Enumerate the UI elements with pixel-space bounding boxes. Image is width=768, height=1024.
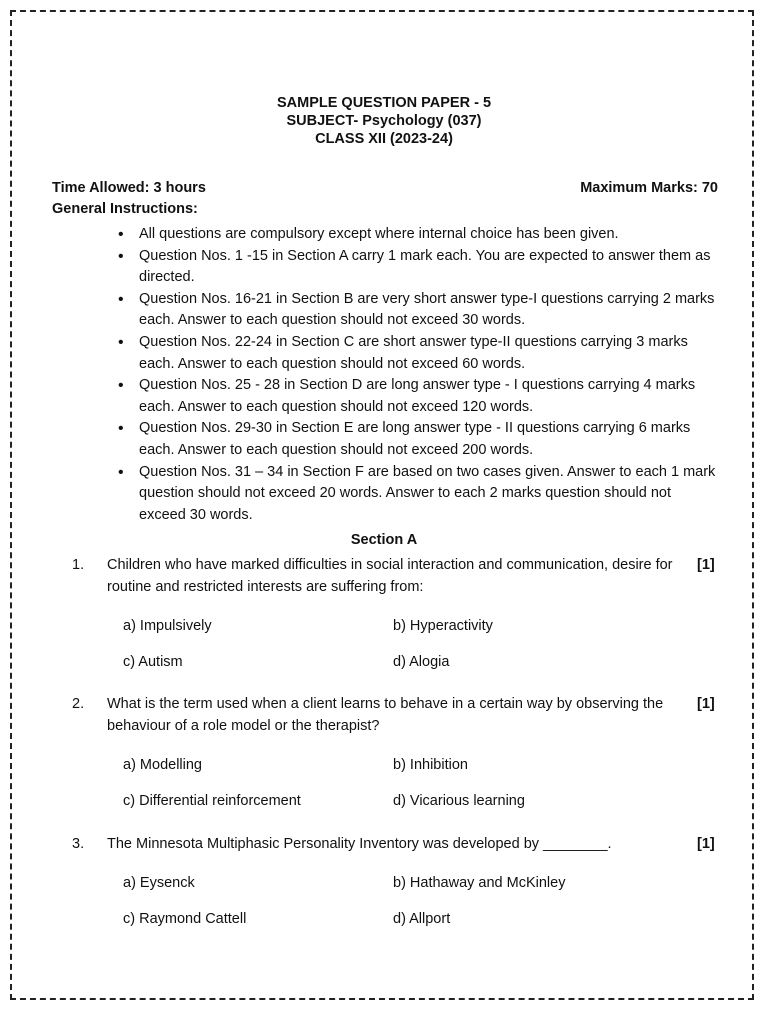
paper-header [0,94,768,148]
question-number: 1. [72,557,85,573]
section-heading: Section A [350,532,418,548]
instruction-item: • Question Nos. 22-24 in Section C are short answer type-II questions carrying 3 marks each. Answer to each question should not exceed 60 words. [118,332,718,375]
option-b: b) Hathaway and McKinley [393,875,566,891]
question-text: Children who have marked difficulties in social interaction and communication, desire for routine and restricted interests are suffering from: [107,557,673,595]
question-marks: [1] [697,696,715,712]
option-c: c) Raymond Cattell [123,911,247,927]
option-d: d) Vicarious learning [393,793,525,809]
option-c: c) Autism [123,654,183,670]
option-c: c) Differential reinforcement [123,793,301,809]
instruction-item: • Question Nos. 1 -15 in Section A carry 1 mark each. You are expected to answer them as directed. [118,246,718,289]
paper-class: CLASS XII (2023-24) [315,131,453,147]
instruction-item: • Question Nos. 29-30 in Section E are long answer type - II questions carrying 6 marks each. Answer to each question should not exceed 200 words. [118,418,718,461]
question-number: 2. [72,696,85,712]
instruction-item: • All questions are compulsory except where internal choice has been given. [118,224,718,246]
instruction-item: • Question Nos. 25 - 28 in Section D are long answer type - I questions carrying 4 marks each. Answer to each question should not exceed 120 words. [118,375,718,418]
option-b: b) Hyperactivity [393,618,493,634]
option-b: b) Inhibition [393,757,468,773]
question-marks: [1] [697,836,715,852]
time-allowed: Time Allowed: 3 hours [52,180,206,196]
instructions-title: General Instructions: [52,201,198,217]
instructions-list [118,224,718,526]
paper-title: SAMPLE QUESTION PAPER - 5 [276,95,492,111]
option-d: d) Alogia [393,654,450,670]
question-number: 3. [72,836,85,852]
option-a: a) Impulsively [123,618,212,634]
question-text: What is the term used when a client learns to behave in a certain way by observing the behaviour of a role model or the therapist? [107,696,664,734]
option-d: d) Allport [393,911,451,927]
instruction-item: • Question Nos. 31 – 34 in Section F are based on two cases given. Answer to each 1 mark question should not exceed 20 words. Answer to each 2 marks question should not exceed 30 words. [118,462,718,527]
paper-subject: SUBJECT- Psychology (037) [286,113,482,129]
question-marks: [1] [697,557,715,573]
question-text: The Minnesota Multiphasic Personality Inventory was developed by ________. [107,836,612,852]
maximum-marks: Maximum Marks: 70 [580,180,718,196]
option-a: a) Eysenck [123,875,195,891]
paper-meta [52,178,718,220]
instruction-item: • Question Nos. 16-21 in Section B are very short answer type-I questions carrying 2 marks each. Answer to each question should not exceed 30 words. [118,289,718,332]
option-a: a) Modelling [123,757,202,773]
